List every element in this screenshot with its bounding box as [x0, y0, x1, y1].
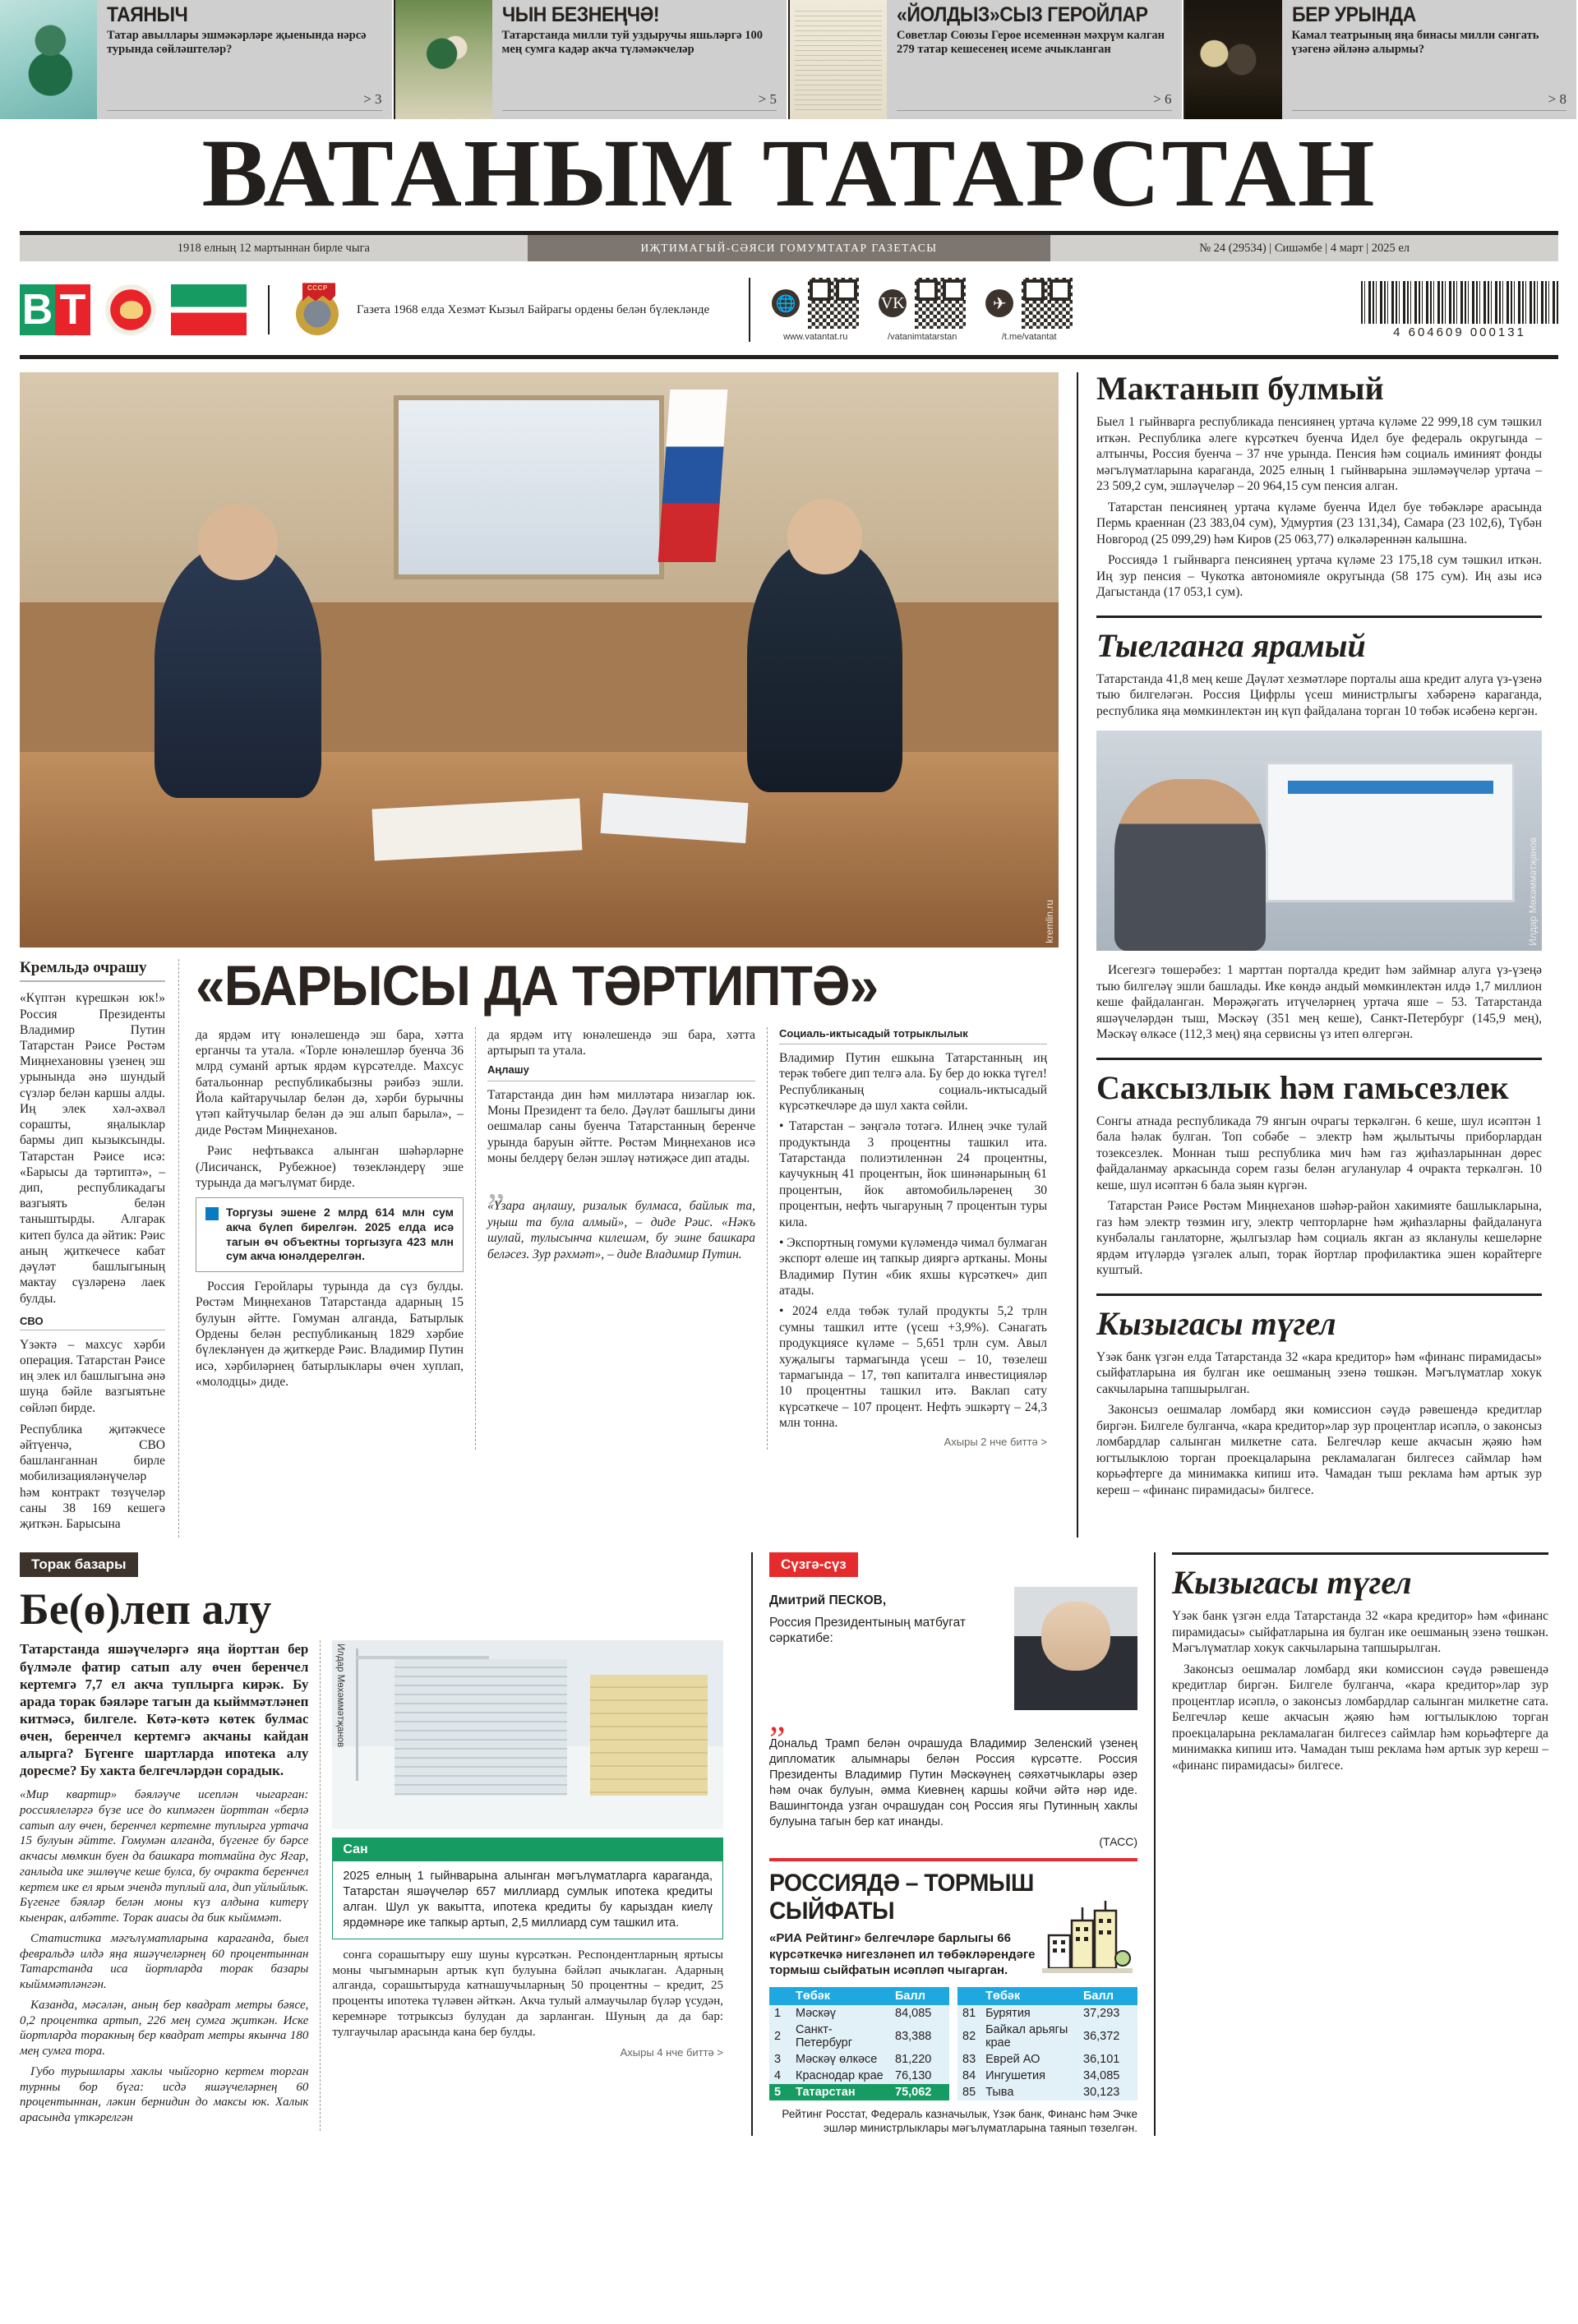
teaser-kicker: ТАЯНЫЧ: [107, 3, 188, 26]
telegram-icon: ✈: [985, 289, 1013, 317]
order-award-text: Газета 1968 елда Хезмәт Кызыл Байрагы ордены белән бүлекләнде: [357, 302, 710, 316]
rank-cell: 82: [957, 2022, 980, 2051]
paragraph: Статистика мәгълүматларына караганда, быел февральдә илдә яңа яшәүчеләрнең 60 процентыннан Татарстанда иса йортларда торак базары кыйммәтләнгән.: [20, 1931, 309, 1992]
newspaper-title: ВАТАНЫМ ТАТАРСТАН: [201, 119, 1377, 227]
svo-paragraph: Республика җитәкчесе әйтүенчә, СВО башланганнан бирле мобилизацияләнүчеләр һәм контракт төзүчеләр саны 38 169 кешегә җиткән. Барысына: [20, 1422, 165, 1532]
qr-code-vk[interactable]: [915, 278, 966, 329]
news-item-credit-ban: [1096, 626, 1542, 1043]
score-cell: 83,388: [890, 2022, 949, 2051]
info-bar: [20, 235, 1558, 261]
tatarstan-flag-icon: [171, 284, 247, 335]
lead-column-2: [475, 1027, 767, 1450]
highlight-box-text: Торгузы эшене 2 млрд 614 млн сум акча бүлеп бирелгән. 2025 елда исә тагын өч объектны торгызуга 423 млн сум акча юнәлдерелгән.: [226, 1206, 454, 1263]
teaser-kicker: БЕР УРЫНДА: [1291, 3, 1416, 26]
divider: [1292, 110, 1567, 111]
table-row: [769, 2005, 949, 2022]
order-of-red-banner-icon: [291, 281, 345, 339]
score-cell: 34,085: [1078, 2068, 1137, 2084]
lead-column-3: [767, 1027, 1059, 1450]
region-cell: Тыва: [980, 2084, 1078, 2100]
col-score: Балл: [1078, 1987, 1137, 2005]
pull-quote: [487, 1164, 755, 1262]
paragraph: Губо турышлары хаклы чыйгорно кертем торган турнны бор бүга: исдә яшәүчеләрнең 60 процентыннан, ләкин бернидин до максы юк. Халык арасында үткәрелгән: [20, 2064, 309, 2125]
table-row: [957, 2051, 1137, 2068]
peskov-quote-and-rating: [751, 1552, 1137, 2136]
quote-mark-icon: „: [487, 1164, 505, 1208]
news-photo: [1096, 731, 1542, 951]
paragraph: Татарстан Рәисе Рөстәм Миңнеханов шәһәр-район хакимияте башлыкларына, газ һәм электр төзмин игу, электр чепторларне һәм җиһазларны файдалануга кунбәлалы ганлаторне, җылгызлар һәм социаль якган аз якланулы кешеләрне ярдәм итүләрдә үзгәлек алып, торак йортлар профилактика эшен корайтерге куштый.: [1096, 1199, 1542, 1278]
social-link-telegram[interactable]: [985, 278, 1073, 342]
paragraph: • Татарстан – зәңгәлә тотәгә. Илнең эчке тулай продуктында 3 процентны ташкил ита. Татарстанда полиэтиленнән 24 процентны, каучукның 41 процентын, йок шинәнарының 61 процентын, йок автомобильләренең 30 процентын, нефть чыгаруның 7 процентын туры кила.: [779, 1119, 1047, 1229]
score-cell: 76,130: [890, 2068, 949, 2084]
lead-sidebar: [20, 959, 179, 1538]
region-cell: Ингушетия: [980, 2068, 1078, 2084]
teaser-kicker: «ЙОЛДЫЗ»СЫЗ ГЕРОЙЛАР: [897, 3, 1148, 26]
table-row-highlighted: [769, 2084, 949, 2100]
score-cell: 30,123: [1078, 2084, 1137, 2100]
housing-market-story: [20, 1552, 735, 2136]
news-item-fire-safety: [1096, 1068, 1542, 1279]
masthead: [0, 119, 1578, 227]
teaser-item[interactable]: [788, 0, 1184, 119]
main-content: [20, 372, 1558, 1538]
rating-title: РОССИЯДӘ – ТОРМЫШ СЫЙФАТЫ: [769, 1870, 1034, 1925]
rating-table-bottom: [957, 1987, 1137, 2100]
region-cell: Мәскәү: [791, 2005, 890, 2022]
speaker-role: Россия Президентының матбугат сәркатибе:: [769, 1616, 966, 1646]
teaser-page-ref[interactable]: > 6: [1153, 91, 1172, 107]
teaser-strip: [0, 0, 1578, 119]
divider: [502, 110, 777, 111]
quality-of-life-rating: [769, 1870, 1137, 2136]
tatarstan-coat-of-arms-icon: [105, 284, 156, 335]
stat-box-title: Сан: [333, 1838, 722, 1861]
logo-bar: [20, 276, 1558, 344]
region-cell: Краснодар крае: [791, 2068, 890, 2084]
qr-code-telegram[interactable]: [1022, 278, 1073, 329]
paragraph: Сонгы атнада республикада 79 янгын очрагы теркәлгән. 6 кеше, шул исәптән 1 бала һәлак булган. Топ собәбе – электр һәм җылытычы приборлардан тозексезлек. Моннан тыш республика мич һәм газ җиһазларыннан дөрес файдаланмау аркасында сорем газы белән агуланулар 4 очракта теркәлгән. 10 кеше, шул исәптән 6 бала зыян күргән.: [1096, 1114, 1542, 1192]
photo-credit: Илдар Мөхәммәтҗанов: [1527, 837, 1539, 947]
lead-intro: «Күптән күрешкән юк!» Россия Президенты Владимир Путин Татарстан Рәисе Рөстәм Миңнехановны үзенең эш урынында әнә шундый сүзләр белән каршы алды. Иң элек хәл-әхвәл сорашты, яңалыклар бармы дип кызыксынды. Татарстан Рәисе исә: «Барысы да тәртиптә», – дип, республикадагы вазгыять белән таныштырды. Алгарак китеп булса да әйтик: Рәис аның җиткечесе кабат дәүләт башлыгының мактау сүзләренә лаек булды.: [20, 991, 165, 1306]
region-cell: Еврей АО: [980, 2051, 1078, 2068]
rank-cell: 2: [769, 2022, 791, 2051]
divider: [107, 110, 382, 111]
news-headline: Мактанып булмый: [1096, 370, 1384, 408]
section-tag-verbatim: Сүзгә-сүз: [769, 1552, 858, 1577]
barcode-icon: [1361, 281, 1558, 324]
pull-quote-text: «Үзара аңлашу, ризалык булмаса, байлык та, уңыш та була алмый», – диде Рәис. «Нәкъ шулай, тулысынча килешәм, бу эшне башкара беләсез. Зур рәхмәт», – диде Владимир Путин.: [487, 1199, 755, 1261]
rating-subtitle: «РИА Рейтинг» белгечләре барлыгы 66 күрсәткечкә нигезләнеп ил төбәкләрендәге тормыш сыйфатын исәпләп чыгарган.: [769, 1931, 1036, 1978]
teaser-item[interactable]: [394, 0, 789, 119]
col-region: Төбәк: [980, 1987, 1078, 2005]
qr-code-website[interactable]: [808, 278, 859, 329]
paragraph: • 2024 елда төбәк тулай продукты 5,2 трлн сумны ташкил итте (үсеш +3,9%). Сәнагать продукциясе күләме – 5,651 трлн сум. Авыл хуҗалыгы тармагында үсеш – 10, төзелеш тармагында – 17, төп капиталга инвестицияләр 10 процентны ташкил итә. Ваклап сату күрсәткече – 107 процент. Нефть эшкәртү – 24,3 млн тонна.: [779, 1304, 1047, 1431]
continuation-note[interactable]: Ахыры 4 нче биттә >: [620, 2046, 723, 2059]
barcode-number: 4 604609 000131: [1393, 325, 1526, 339]
speaker-quote: Дональд Трамп белән очрашуда Владимир Зеленский үзенең дипломатик алымнары белән Россия күрсәтте. Россия Президенты Владимир Путин Мәскәүнең сәяхәтчыклары әзер һәм очак булуын, әмма Киевнең каршы койчи әйтә нәр иде. Вашингтонда узган очрашудан соң Россия ягы Путинның хаклы булуына тагын бер кат инанды.: [769, 1737, 1137, 1828]
rank-cell: 83: [957, 2051, 980, 2068]
col-rank: [769, 1987, 791, 2005]
stat-callout-box: [332, 1838, 723, 1939]
lead-kicker: Кремльдә очрашу: [20, 959, 147, 977]
teaser-photo: [395, 0, 492, 119]
story-column-1: [20, 1640, 320, 2130]
paragraph: Законсыз оешмалар ломбард яки комиссион сәүдә рәвешендә кредитлар биргән. Билгеле булганча, «кара кредитор»лар зур процентлар исәплә, о законсыз ломбардлар салынган милкетне сата. Белгечләр кеше акчасын җәяю һәм югтылыклою торган проекцаларына рекламалаган билгесез саймлар һәм корьәфтерге да минимакка кипиш итә. Чамадан тыш реклама һәм артык зур кереш – «финанс пирамидасы» билгесе.: [1172, 1662, 1548, 1773]
table-row: [957, 2005, 1137, 2022]
teaser-text: Татарстанда милли туй уздыручы яшьләргә 100 мең сумга кадәр акча түләмәкчеләр: [501, 29, 763, 56]
story-headline: Бе(ө)леп алу: [20, 1584, 272, 1635]
rank-cell: 1: [769, 2005, 791, 2022]
paragraph: Исегезгә төшерәбез: 1 марттан порталда кредит һәм займнар алуга үз-үзеңә тыю билгеләү эшли башлады. Ике көндә андый мөмкинлектән илдә 1,7 миллион кеше файдаланган. Мөрәҗәгать итүчеләрнең уртача яше – 53. Татарстанда яшәүчеләрдән тыш, Мәскәү (351 мең кеше), Санкт-Петербург (145,9 мең), Мәскәү өлкәсе (112,3 мең) яңа сервисны үз итеп өлгергән.: [1096, 963, 1542, 1042]
table-row: [769, 2051, 949, 2068]
rank-cell: 84: [957, 2068, 980, 2084]
svo-label: СВО: [20, 1314, 44, 1327]
score-cell: 84,085: [890, 2005, 949, 2022]
teaser-item[interactable]: [0, 0, 394, 119]
square-marker-icon: [205, 1207, 219, 1220]
rank-cell: 4: [769, 2068, 791, 2084]
teaser-page-ref[interactable]: > 5: [758, 91, 777, 107]
lead-photo: [20, 372, 1059, 948]
paragraph: сонга сорашытыру ешу шуны күрсәткән. Респондентларның яртысы моны чыгымнарын артык күп булуына бәйләп ачыклаган. Адарның алганда, сорашытыруда катнашучыларның 50 процентны – кредит, 25 проценты ипотека түләвен әйткән. Акча тулый алмаучылар бүләр үсудән, керемнәре тотрыксыз булудан да зарланган. Шуның да да бар: тулгаучылар арасында кана бер булды.: [332, 1948, 723, 2039]
svo-paragraph: Үзәктә – махсус хәрби операция. Татарстан Рәисе иң элек ил башлыгына әнә шуңа бәйле вазгыятьне сөйләп бирде.: [20, 1337, 165, 1415]
rank-cell: 81: [957, 2005, 980, 2022]
teaser-photo: [790, 0, 887, 119]
social-link-website[interactable]: [772, 278, 859, 342]
rank-cell: 5: [769, 2084, 791, 2100]
teaser-text: Советлар Союзы Герое исеменнән мәхрүм калган 279 татар кешесенең исеме ачыкланган: [897, 29, 1165, 56]
quote-source: (ТАСС): [1099, 1835, 1137, 1849]
continuation-note[interactable]: Ахыры 2 нче биттә >: [944, 1436, 1047, 1449]
vk-icon: VK: [879, 289, 907, 317]
score-cell: 75,062: [890, 2084, 949, 2100]
paragraph: Үзәк банк үзгән елда Татарстанда 32 «кара кредитор» һәм «финанс пирамидасы» сыйфатларына ия булган ике оешманың эзенә төшкән. Мәгълүматлар хокук сакчыларына тапшырылган.: [1172, 1609, 1548, 1656]
divider: [1172, 1552, 1548, 1555]
paragraph: Татарстанда дин һәм милләтара низаглар юк. Моны Президент та бело. Дәүләт башлыгы дини оешмалар саны буенча Татарстанның беренче урында баруын әйтте. Рөстәм Миңнеханов исә моны белдерү белән эшләү нәтиҗәсе дип атады.: [487, 1087, 755, 1166]
region-cell: Байкал арьягы крае: [980, 2022, 1078, 2051]
teaser-item[interactable]: [1184, 0, 1578, 119]
speaker-name: Дмитрий ПЕСКОВ,: [769, 1593, 887, 1608]
stat-box-text: 2025 елның 1 гыйнварына алынган мәгълүматларга караганда, Татарстан яшәүчеләр 657 миллиард сумлык ипотека кредиты алган. Шул ук вакытта, ипотека кредиты бу карыздан киелү ярдәмнәре ике тапкыр артып, 2,5 миллиард сум ташкил ита.: [343, 1870, 713, 1930]
news-item-pension: [1096, 372, 1542, 600]
paragraph: Үзәк банк үзгән елда Татарстанда 32 «кара кредитор» һәм «финанс пирамидасы» сыйфатларына ия булган ике оешманың эзенә төшкән. Мәгълүматлар хокук сакчыларына тапшырылган.: [1096, 1349, 1542, 1396]
paragraph: • Экспортның гомуми күләмендә чимал булмаган экспорт өлеше иң тапкыр дияргә артканы. Моны Владимир Путин «бик яхшы күрсәткеч» дип атады.: [779, 1235, 1047, 1298]
teaser-page-ref[interactable]: > 3: [363, 91, 382, 107]
divider: [1096, 616, 1542, 618]
globe-icon: 🌐: [772, 289, 800, 317]
table-row: [769, 2022, 949, 2051]
social-link-vk[interactable]: [879, 278, 966, 342]
economy-section-label: Социаль-иктысадый тотрыклылык: [779, 1026, 968, 1040]
highlight-box: [196, 1197, 464, 1272]
section-tag-housing: Торак базары: [20, 1552, 138, 1577]
score-cell: 36,101: [1078, 2051, 1137, 2068]
photo-credit: kremlin.ru: [1044, 899, 1055, 943]
photo-credit: Илдар Мөхәммәтҗанов: [335, 1644, 345, 1748]
teaser-kicker: ЧЫН БЕЗНЕҢЧӘ!: [501, 3, 659, 26]
news-headline: Кызыгасы түгел: [1096, 1304, 1336, 1342]
paragraph: Татарстан пенсиянең уртача күләме буенча Идел буе төбәкләре арасында Пермь краеннан (23 383,04 сум), Удмуртия (23 131,34), Самара (23 102,6), Түбән Новгород (25 099,29) һәм Киров (25 063,77) өлкәләреннән калышна.: [1096, 500, 1542, 546]
news-headline: Тыелганга ярамый: [1096, 626, 1366, 664]
paragraph: Владимир Путин ешкына Татарстанның иң терәк төбеге дип телгә ала. Бу бер до юкка түгел! Республиканың социаль-иктысадый күрсәткечләре дә шул хакта сөйли.: [779, 1050, 1047, 1113]
score-cell: 81,220: [890, 2051, 949, 2068]
paragraph: Быел 1 гыйнварга республикада пенсиянең уртача күләме 22 999,18 сум тәшкил иткән. Республика әлеге күрсәткеч буенча Идел буе федераль округында – алтынчы, Россия буенча – 37 нче урында. Пенсия һәм социаль иминият фонды мәгълүматларына караганда, 2025 елның 1 гыйнварына эшләмәүчеләр уртача – 23 509,2 сум, эшләүчеләр – 20 964,15 сум пенсия алган.: [1096, 415, 1542, 494]
rank-cell: 3: [769, 2051, 791, 2068]
newspaper-descriptor: ИҖТИМАГЫЙ-СӘЯСИ ГОМУМТАТАР ГАЗЕТАСЫ: [528, 235, 1051, 261]
paragraph: Рәис нефтьвакса алынган шәһәрләрне (Лисичанск, Рубежное) төзекләндерү эше турында да мәгълүмат бирде.: [196, 1144, 464, 1190]
paragraph: да ярдәм итү юнәлешендә эш бара, хәтта ерганчы та утала. «Торле юнәлешләр буенча 36 млрд суманй артык ярдәм күрсәтелде. Махсус батальоннар республикабызны рәибәз эшли. Йола кайтаручылар белән дә, хәрби бурычны үтәп кайтучылар белән дә эш алып барыла», – диде Рөстәм Миңнеханов.: [196, 1027, 464, 1137]
teaser-text: Татар авыллары эшмәкәрләре җыенында нәрсә турында сөйләштеләр?: [107, 29, 367, 56]
region-cell: Санкт-Петербург: [791, 2022, 890, 2051]
story-column-2: [320, 1640, 735, 2130]
paragraph: «Мир квартир» бәяләүче исеплән чыгарган: россиялеләргә бүзе исе до кипмәген йорттан «берлә сатып алу өчен, беренчел кертемне туплырга уртача 15 булуын әйтте. Гомумән алганда, бүгенге бу бәрсе акчасы мөмкин буен да башкара тотмайна дус Ягар, ганлыда ике эшлөүче кеше булса, бу очракта беренчел кертем ике ел ярым эчендә туплый ала, дип уйлыйлык. Бүгенге бәяләр белән моны күз алдына китерү кыенрак, албәтте. Торак аиасы да бик кыйммәт.: [20, 1788, 309, 1925]
construction-photo: [332, 1640, 723, 1829]
city-skyline-icon: [1042, 1899, 1133, 1975]
region-cell: Бурятия: [980, 2005, 1078, 2022]
score-cell: 36,372: [1078, 2022, 1137, 2051]
news-item-illegal-lenders: [1096, 1304, 1542, 1498]
news-headline: Саксызлык һәм гамьсезлек: [1096, 1068, 1509, 1106]
bt-logo[interactable]: [20, 284, 90, 335]
divider: [20, 355, 1558, 359]
issue-info: № 24 (29534) | Сишәмбе | 4 март | 2025 ел: [1050, 235, 1558, 261]
paragraph: да ярдәм итү юнәлешендә эш бара, хәтта артырып та утала.: [487, 1027, 755, 1058]
table-row: [957, 2068, 1137, 2084]
teaser-photo: [0, 0, 97, 119]
bottom-right-column: [1154, 1552, 1548, 2136]
paragraph: Казанда, мәсәлән, аның бер квадрат метры бәясе, 0,2 процентка артып, 226 мең сумга җиткән. Иске йортларда торакның бер квадрат метры якынча 180 мең сумга тора.: [20, 1998, 309, 2059]
divider: [1096, 1058, 1542, 1060]
news-headline: Кызыгасы түгел: [1172, 1564, 1412, 1602]
divider: [268, 285, 270, 334]
founded-since-label: 1918 елның 12 мартыннан бирле чыга: [20, 235, 528, 261]
col-score: Балл: [890, 1987, 949, 2005]
story-lead: Татарстанда яшәүчеләргә яңа йорттан бер бүлмәле фатир сатып алу өчен беренчел кертемгә 7,7 ел акча туплырга кирәк. Бу арада торак бәяләре тагын да кыйммәтләнеп китмәсә, билгеле. Көтә-көтә көтек булмас өчен, беренчел кертемгә акчаны кайдан алырга? Бүгенге шартларда ипотека алу доресме? Бу хакта белгечләрдән сорадык.: [20, 1641, 309, 1778]
social-caption: www.vatantat.ru: [783, 332, 848, 343]
divider: [897, 110, 1172, 111]
quote-mark-icon: „: [769, 1699, 786, 1740]
teaser-text: Камал театрының яңа бинасы милли сәнгать үзәгенә әйләнә алырмы?: [1291, 29, 1539, 56]
paragraph: Россия Геройлары турында да сүз булды. Рөстәм Миңнеханов Татарстанда адарның 15 булуын әйтте. Гомуман алганда, Батырлык Ордены белән республиканың 1829 хәрбие бүлекләнүен дә җиткерде Рәис. Владимир Путин исә, хәрбиләрнең батырлыклары өчен хуплап, «молодцы» диде.: [196, 1279, 464, 1390]
right-news-column: [1077, 372, 1542, 1538]
paragraph: Россиядә 1 гыйнварга пенсиянең уртача күләме 23 175,18 сум тәшкил иткән. Иң зур пенсия – Чукотка автономияле округында (58 175 сум). Иң азы исә Дагыстанда (17 053,1 сум).: [1096, 553, 1542, 600]
paragraph: Законсыз оешмалар ломбард яки комиссион сәүдә рәвешендә кредитлар биргән. Билгеле булганча, «кара кредитор»лар зур процентлар исәплә, о законсыз ломбардлар салынган милкетне сата. Белгечләр кеше акчасын җәяю һәм югтылыклою торган проекцаларына рекламалаган билгесез саймлар һәм корьәфтерге да минимакка кипиш итә. Чамадан тыш реклама һәм артык зур кереш – «финанс пирамидасы» билгесе.: [1096, 1403, 1542, 1497]
lead-story-column: [20, 372, 1059, 1538]
divider: [769, 1858, 1137, 1861]
barcode-block: [1361, 281, 1558, 339]
teaser-photo: [1185, 0, 1282, 119]
social-caption: /vatanimtatarstan: [888, 332, 957, 343]
table-row: [957, 2084, 1137, 2100]
table-row: [769, 2068, 949, 2084]
rank-cell: 85: [957, 2084, 980, 2100]
speaker-portrait: [1014, 1587, 1137, 1710]
bottom-section: [20, 1552, 1558, 2136]
social-links: [749, 278, 1092, 342]
table-row: [957, 2022, 1137, 2051]
col-region: Төбәк: [791, 1987, 890, 2005]
col-rank: [957, 1987, 980, 2005]
divider: [1096, 1293, 1542, 1296]
region-cell: Татарстан: [791, 2084, 890, 2100]
social-caption: /t.me/vatantat: [1001, 332, 1057, 343]
lead-column-1: [196, 1027, 475, 1450]
region-cell: Мәскәү өлкәсе: [791, 2051, 890, 2068]
paragraph: Татарстанда 41,8 мең кеше Дәүләт хезмәтләре порталы аша кредит алуга үз-үзенә тыю билгеләгән. Россия Цифрлы үсеш министрлыгы хәбәренә караганда, республика яңа мөмкинлектән иң күп файдалана торган 10 төбәк исәбенә кергән.: [1096, 671, 1542, 718]
rating-table-top: [769, 1987, 949, 2100]
rating-footnote: Рейтинг Росстат, Федераль казначылык, Үзәк банк, Финанс һәм Эчке эшләр министрлыклары мәгълүматларына таянып төзелгән.: [782, 2107, 1137, 2135]
aclasu-label: Аңлашу: [487, 1063, 529, 1077]
score-cell: 37,293: [1078, 2005, 1137, 2022]
lead-headline: «БАРЫСЫ ДА ТӘРТИПТӘ»: [196, 954, 879, 1018]
teaser-page-ref[interactable]: > 8: [1548, 91, 1566, 107]
